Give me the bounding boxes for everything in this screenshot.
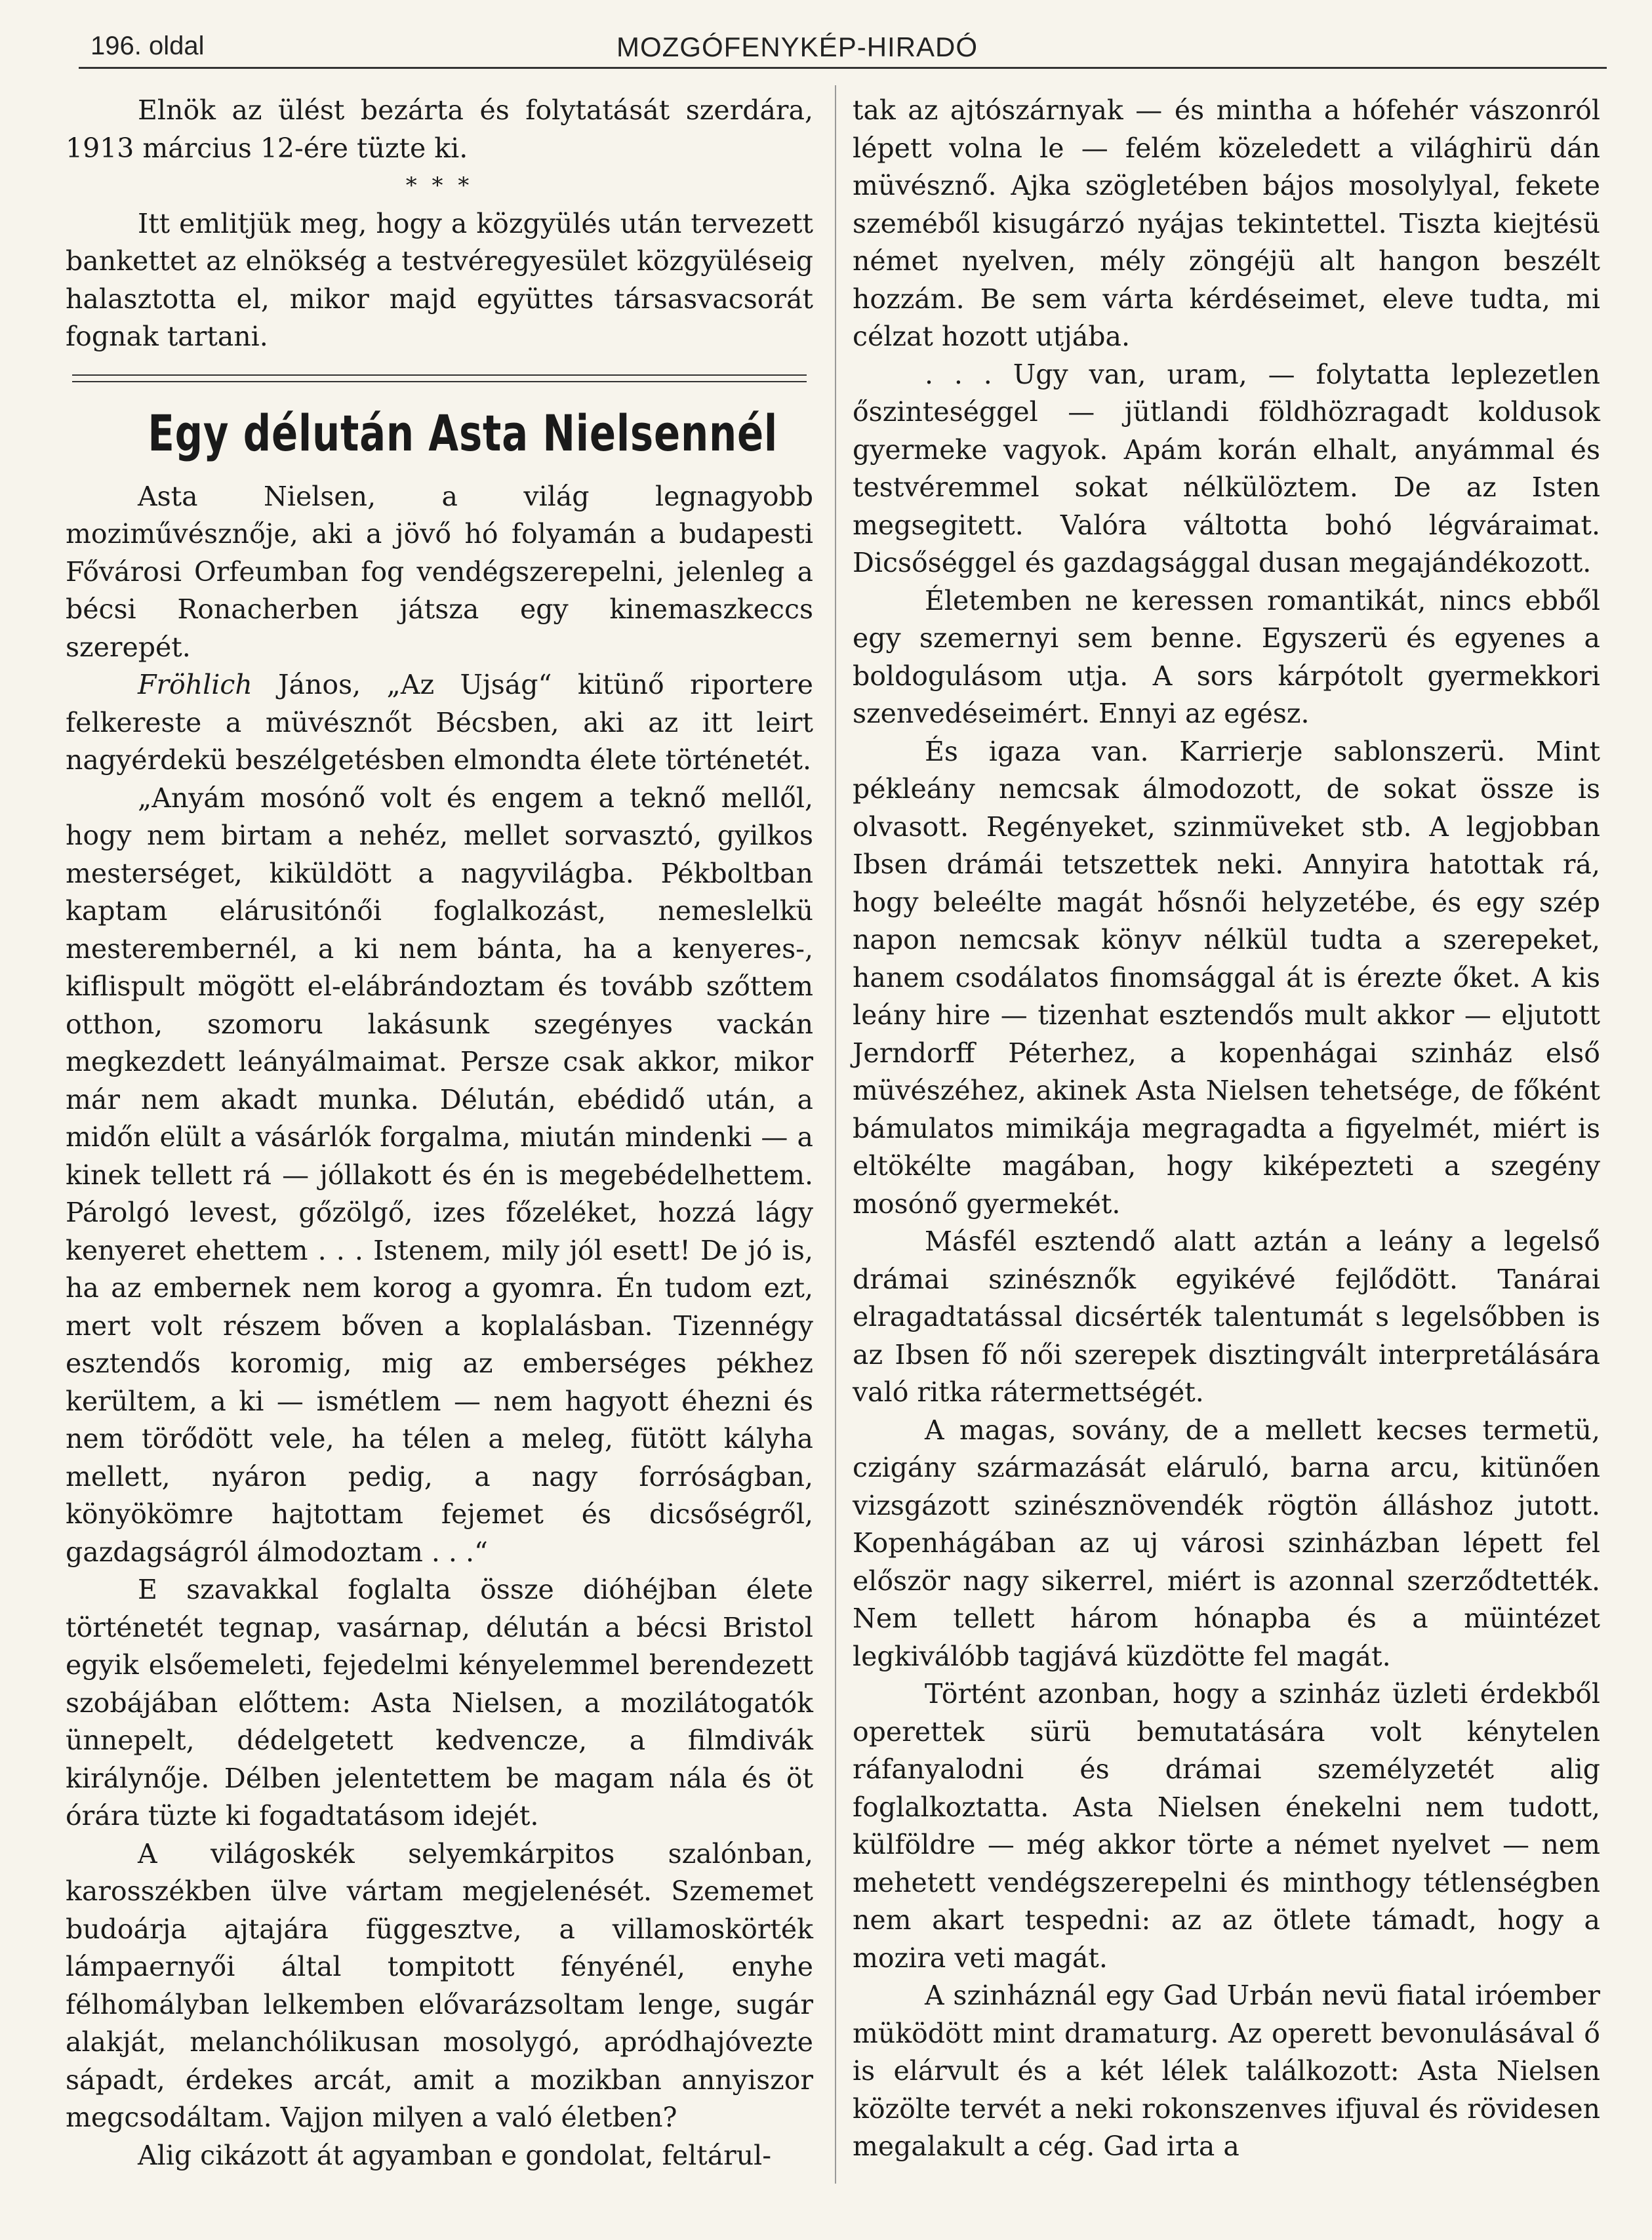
- article-paragraph: És igaza van. Karrierje sablonszerü. Mint pékleány nemcsak álmodozott, de sokat össze is olvasott. Regényeket, szinmüveket stb. A legjobban Ibsen drámái tetszettek neki. Annyira hatottak rá, hogy beleélte magát hősnői helyzetébe, és egy szép napon nemcsak könyv nélkül tudta a szerepeket, hanem csodálatos finomsággal át is érezte őket. A kis leány hire — tizenhat esztendős mult akkor — eljutott Jerndorff Péterhez, a kopenhágai szinház első müvészéhez, akinek Asta Nielsen tehetsége, de főként bámulatos mimikája megragadta a figyelmét, miért is eltökélte magában, hogy kiképezteti a szegény mosónő gyermekét.: [853, 735, 1600, 1220]
- paragraph-banquet: Itt emlitjük meg, hogy a közgyülés után tervezett bankettet az elnökség a testvéregyesület közgyüléseig halasztotta el, mikor majd együttes társasvacsorát fognak tartani.: [66, 207, 813, 352]
- article-paragraph: [66, 666, 813, 780]
- article-paragraph: A magas, sovány, de a mellett kecses termetü, czigány származását eláruló, barna arcu, kitünően vizsgázott szinésznövendék rögtön álláshoz jutott. Kopenhágában az uj városi szinházban lépett fel először nagy sikerrel, miért is azonnal szerződtették. Nem tellett három hónapba és a müintézet legkiválóbb tagjává küzdötte fel magát.: [853, 1414, 1600, 1672]
- left-column: [66, 92, 813, 2174]
- article-title: Egy délután Asta Nielsennél: [148, 403, 778, 462]
- article-paragraph: Alig cikázott át agyamban e gondolat, feltárul-: [138, 2139, 772, 2171]
- article-paragraph: A világoskék selyemkárpitos szalónban, karosszékben ülve vártam megjelenését. Szememet budoárja ajtajára függesztve, a villamoskörték lámpaernyői által tompitott fényénél, enyhe félhomályban lelkemben elővarázsoltam lenge, sugár alakját, melanchólikusan mosolygó, apródhajóvezte sápadt, érdekes arcát, amit a mozikban annyiszor megcsodáltam. Vajjon milyen a való életben?: [66, 1837, 813, 2133]
- article-paragraph: A szinháznál egy Gad Urbán nevü fiatal iróember müködött mint dramaturg. Az operett bevonulásával ő is elárvult és a két lélek találkozott: Asta Nielsen közölte tervét a neki rokonszenves ifjuval és rövidesen megalakult a cég. Gad irta a: [853, 1980, 1600, 2162]
- article-paragraph: „Anyám mosónő volt és engem a teknő mellől, hogy nem birtam a nehéz, mellet sorvasztó, gyilkos mesterséget, kiküldött a nagyvilágba. Pékboltban kaptam elárusitónői foglalkozást, nemeslelkü mesterembernél, a ki nem bánta, ha a kenyeres-, kiflispult mögött el-elábrándoztam és tovább szőttem otthon, szomoru lakásunk szegényes vackán megkezdett leányálmaimat. Persze csak akkor, mikor már nem akadt munka. Délután, ebédidő után, a midőn elült a vásárlók forgalma, miután mindenki — a kinek tellett rá — jóllakott és én is megebédelhettem. Párolgó levest, gőzölgő, izes főzeléket, hozzá lágy kenyeret ehettem . . . Istenem, mily jól esett! De jó is, ha az embernek nem korog a gyomra. Én tudom ezt, mert volt részem bőven a koplalásban. Tizennégy esztendős koromig, mig az emberséges pékhez kerültem, a ki — ismétlem — nem hagyott éhezni és nem törődött vele, ha télen a meleg, fütött kályha mellett, nyáron pedig, a nagy forróságban, könyökömre hajtottam fejemet és dicsőségről, gazdagságról álmodoztam . . .“: [66, 782, 813, 1568]
- right-column: [853, 92, 1600, 2166]
- page-header: [79, 28, 1607, 69]
- article-paragraph: . . . Ugy van, uram, — folytatta leplezetlen őszinteséggel — jütlandi földhözragadt koldusok gyermeke vagyok. Apám korán elhalt, anyámmal és testvéremmel sokat nélkülöztem. De az Isten megsegitett. Valóra váltotta bohó légváraimat. Dicsőséggel és gazdagsággal dusan megajándékozott.: [853, 358, 1600, 578]
- column-divider: [835, 85, 836, 2184]
- reporter-intro-text: János, „Az Ujság“ kitünő riportere felkereste a müvésznőt Bécsben, aki az itt leirt nagyérdekü beszélgetésben elmondta élete történetét.: [66, 669, 813, 776]
- page-number: 196. oldal: [91, 31, 205, 60]
- reporter-surname: Fröhlich: [138, 669, 252, 700]
- article-paragraph: E szavakkal foglalta össze dióhéjban élete történetét tegnap, vasárnap, délután a bécsi Bristol egyik elsőemeleti, fejedelmi kényelemmel berendezett szobájában előttem: Asta Nielsen, a mozilátogatók ünnepelt, dédelgetett kedvencze, a filmdivák királynője. Délben jelentettem be magam nála és öt órára tüzte ki fogadtatásom idejét.: [66, 1574, 813, 1831]
- article-paragraph: Történt azonban, hogy a szinház üzleti érdekből operettek sürü bemutatására volt kénytelen ráfanyalodni és drámai személyzetét alig foglalkoztatta. Asta Nielsen énekelni nem tudott, külföldre — még akkor törte a német nyelvet — nem mehetett vendégszerepelni és minthogy tétlenségben nem akart tespedni: az az ötlete támadt, hogy a mozira veti magát.: [853, 1678, 1600, 1974]
- article-paragraph: Életemben ne keressen romantikát, nincs ebből egy szemernyi sem benne. Egyszerü és egyenes a boldogulásom utja. A sors kárpótolt gyermekkori szenvedéseimért. Ennyi az egész.: [853, 584, 1600, 729]
- article-paragraph: Asta Nielsen, a világ legnagyobb moziművésznője, aki a jövő hó folyamán a budapesti Fővárosi Orfeumban fog vendégszerepelni, jelenleg a bécsi Ronacherben játsza egy kinemaszkeccs szerepét.: [66, 480, 813, 663]
- paragraph-meeting-closed: Elnök az ülést bezárta és folytatását szerdára, 1913 március 12-ére tüzte ki.: [66, 94, 813, 164]
- article-paragraph-continued: tak az ajtószárnyak — és mintha a hófehér vászonról lépett volna le — felém közeledett a világhirü dán müvésznő. Ajka szögletében bájos mosolylyal, fekete szeméből kisugárzó nyájas tekintettel. Tiszta kiejtésü német nyelven, mély zöngéjü alt hangon beszélt hozzám. Be sem várta kérdéseimet, eleve tudta, mi célzat hozott utjába.: [853, 94, 1600, 352]
- publication-title: MOZGÓFENYKÉP-HIRADÓ: [616, 31, 978, 62]
- article-paragraph: Másfél esztendő alatt aztán a leány a legelső drámai szinésznők egyikévé fejlődött. Tanárai elragadtatással dicsérték talentumát s legelsőbben is az Ibsen fő női szerepek disztingvált interpretálására való ritka rátermettségét.: [853, 1226, 1600, 1408]
- double-rule-divider: [72, 374, 807, 382]
- section-separator-stars: * * *: [405, 172, 473, 199]
